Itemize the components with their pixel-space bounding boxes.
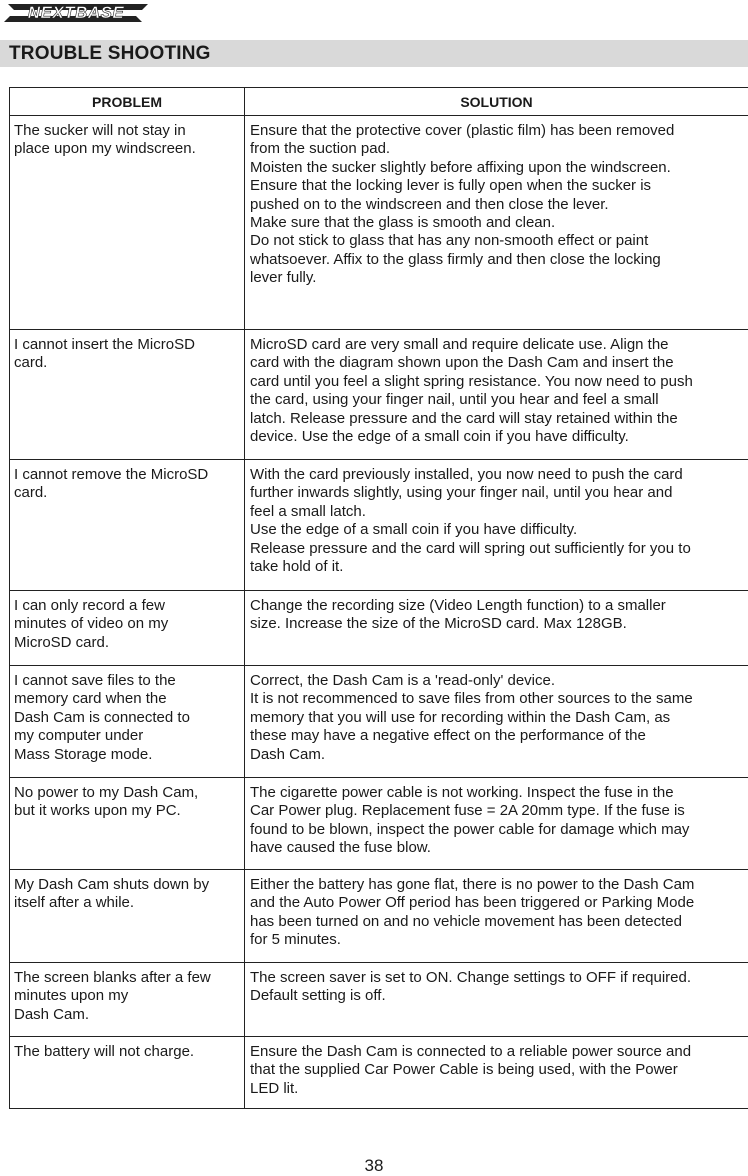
table-row [10,116,748,330]
problem-cell: The screen blanks after a few minutes upon my Dash Cam. [10,963,245,1037]
section-title: TROUBLE SHOOTING [9,43,211,65]
troubleshooting-table [9,87,748,1109]
solution-cell: The screen saver is set to ON. Change settings to OFF if required. Default setting is off. [245,963,748,1037]
table-row [10,591,748,666]
table-row [10,870,748,963]
table-row [10,778,748,870]
solution-cell: With the card previously installed, you now need to push the card further inwards slightly, using your finger nail, until you hear and feel a small latch. Use the edge of a small coin if you have difficulty. Release pressure and the card will spring out sufficiently for you to take hold of it. [245,460,748,591]
solution-column-header: SOLUTION [245,88,748,116]
solution-cell: Either the battery has gone flat, there is no power to the Dash Cam and the Auto Power Off period has been triggered or Parking Mode has been turned on and no vehicle movement has been detected for 5 minutes. [245,870,748,963]
table-row [10,1037,748,1109]
table-row [10,460,748,591]
problem-cell: No power to my Dash Cam, but it works upon my PC. [10,778,245,870]
solution-cell: MicroSD card are very small and require delicate use. Align the card with the diagram shown upon the Dash Cam and insert the card until you feel a slight spring resistance. You now need to push the card, using your finger nail, until you hear and feel a small latch. Release pressure and the card will stay retained within the device. Use the edge of a small coin if you have difficulty. [245,330,748,460]
table-header-row [10,88,748,116]
problem-column-header: PROBLEM [10,88,245,116]
solution-cell: Change the recording size (Video Length function) to a smaller size. Increase the size of the MicroSD card. Max 128GB. [245,591,748,666]
problem-cell: The battery will not charge. [10,1037,245,1109]
problem-cell: I can only record a few minutes of video on my MicroSD card. [10,591,245,666]
solution-cell: Ensure that the protective cover (plastic film) has been removed from the suction pad. Moisten the sucker slightly before affixing upon the windscreen. Ensure that the locking lever is fully open when the sucker is pushed on to the windscreen and then close the lever. Make sure that the glass is smooth and clean. Do not stick to glass that has any non-smooth effect or paint whatsoever. Affix to the glass firmly and then close the locking lever fully. [245,116,748,330]
nextbase-logo [2,2,152,24]
problem-cell: My Dash Cam shuts down by itself after a while. [10,870,245,963]
table-row [10,666,748,778]
problem-cell: The sucker will not stay in place upon my windscreen. [10,116,245,330]
page-number: 38 [0,1156,748,1176]
solution-cell: Ensure the Dash Cam is connected to a reliable power source and that the supplied Car Power Cable is being used, with the Power LED lit. [245,1037,748,1109]
table-row [10,330,748,460]
solution-cell: Correct, the Dash Cam is a 'read-only' device. It is not recommenced to save files from other sources to the same memory that you will use for recording within the Dash Cam, as these may have a negative effect on the performance of the Dash Cam. [245,666,748,778]
solution-cell: The cigarette power cable is not working. Inspect the fuse in the Car Power plug. Replacement fuse = 2A 20mm type. If the fuse is found to be blown, inspect the power cable for damage which may have caused the fuse blow. [245,778,748,870]
problem-cell: I cannot save files to the memory card when the Dash Cam is connected to my computer under Mass Storage mode. [10,666,245,778]
logo-text: NEXTBASE [28,3,125,22]
table-row [10,963,748,1037]
problem-cell: I cannot insert the MicroSD card. [10,330,245,460]
problem-cell: I cannot remove the MicroSD card. [10,460,245,591]
section-header-bar [0,40,748,67]
